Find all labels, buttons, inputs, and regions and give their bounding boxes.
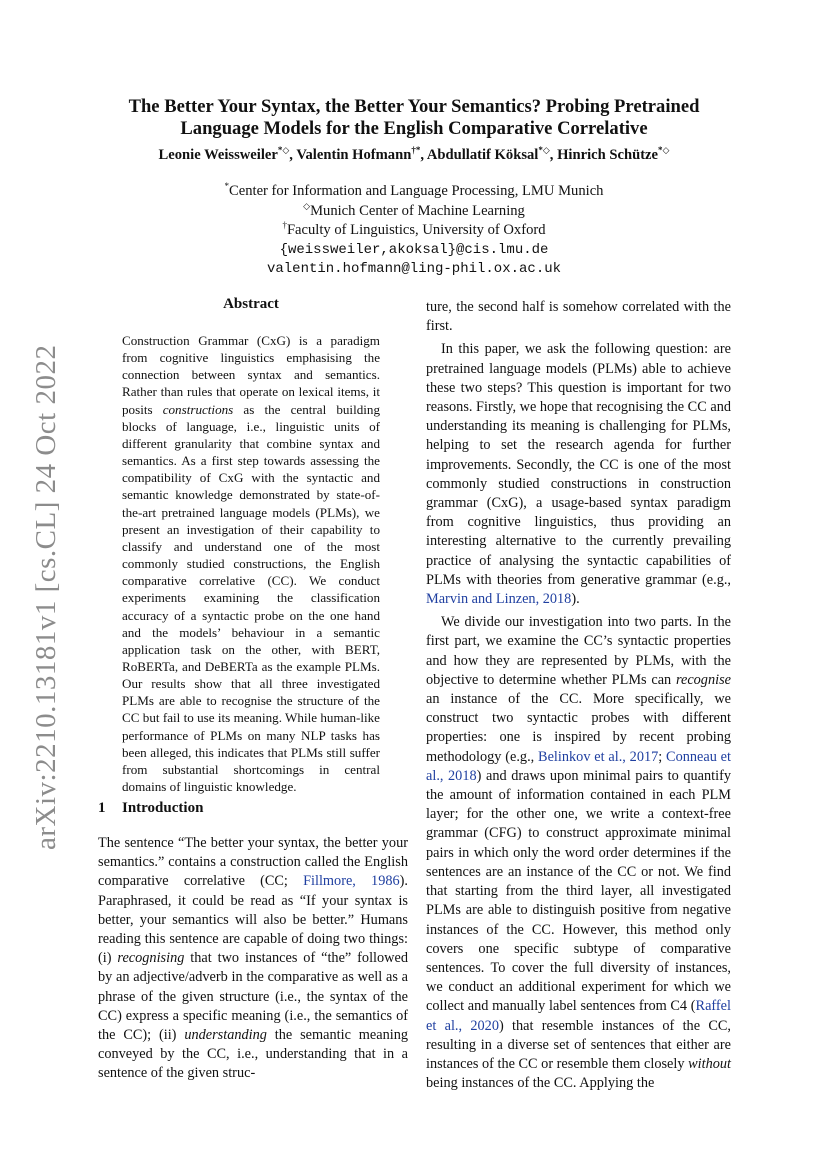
section-title: Introduction (122, 800, 204, 816)
affiliation-oxford: †Faculty of Linguistics, University of Oxford (282, 220, 546, 238)
arxiv-identifier: arXiv:2210.13181v1 [cs.CL] 24 Oct 2022 (30, 344, 62, 850)
author-affil-mark: †* (411, 145, 421, 156)
affiliations (90, 182, 738, 280)
email-lmu: {weissweiler,akoksal}@cis.lmu.de (279, 241, 549, 258)
right-column (426, 298, 731, 1097)
abstract-heading: Abstract (223, 296, 279, 312)
title-line-1: The Better Your Syntax, the Better Your Semantics? Probing Pretrained (128, 96, 700, 117)
section-heading-introduction (98, 800, 408, 817)
affiliation-mcml: ◇Munich Center of Machine Learning (303, 200, 525, 219)
author-list: Leonie Weissweiler*◇, Valentin Hofmann†*, Abdullatif Köksal*◇, Hinrich Schütze*◇ (158, 145, 670, 163)
author-name: Leonie Weissweiler (158, 147, 278, 163)
intro-paragraph-3: We divide our investigation into two parts. In the first part, we examine the CC’s syntactic properties and how they are represented by PLMs, with the objective to determine whether PLMs can recognise an instance of the CC. More specifically, we construct two syntactic probes with different properties: one is inspired by recent probing methodology (e.g., Belinkov et al., 2017; Conneau et al., 2018) and draws upon minimal pairs to quantify the amount of information contained in each PLM layer; for the other one, we write a context-free grammar (CFG) to construct approximate minimal pairs in which only the word order determines if the sentences are an instance of the CC or not. We find that starting from the third layer, all investigated PLMs are able to distinguish positive from negative instances of the CC. However, this method only covers one specific subtype of comparative sentences. To cover the full diversity of instances, we conduct an additional experiment for which we collect and manually label sentences from C4 (Raffel et al., 2020) that resemble instances of the CC, resulting in a diverse set of sentences that either are instances of the CC or resemble them closely without being instances of the CC. Applying the (426, 614, 731, 1092)
citation-link[interactable]: Raffel et al., 2020 (426, 998, 731, 1034)
citation-link[interactable]: Fillmore, 1986 (303, 873, 400, 890)
author-name: Valentin Hofmann (296, 147, 412, 163)
affiliation-lmu: *Center for Information and Language Processing, LMU Munich (224, 181, 604, 199)
email-oxford: valentin.hofmann@ling-phil.ox.ac.uk (266, 261, 562, 277)
intro-paragraph-1: The sentence “The better your syntax, the better your semantics.” contains a construction called the English comparative correlative (CC; Fillmore, 1986). Paraphrased, it could be read as “If your syntax is better, your semantics will also be better.” Humans reading this sentence are capable of doing two things: (i) recognising that two instances of “the” followed by an adjective/adverb in the comparative as well as a phrase of the given structure (i.e., the syntax of the CC) express a specific meaning (i.e., the semantics of the CC); (ii) understanding the semantic meaning conveyed by the CC, i.e., understanding that in a sentence of the given struc- (98, 835, 408, 1082)
title-line-2: Language Models for the English Comparative Correlative (180, 118, 648, 139)
author-affil-mark: *◇ (277, 145, 290, 156)
paper-title (90, 96, 738, 140)
intro-paragraph-2: In this paper, we ask the following question: are pretrained language models (PLMs) able to achieve these two steps? This question is important for two reasons. Firstly, we hope that recognising the CC and understanding its meaning is challenging for PLMs, helping to set the research agenda for further improvements. Secondly, the CC is one of the most commonly studied constructions in construction grammar (CxG), a usage-based syntax paradigm from cognitive linguistics, thus providing an interesting alternative to the currently prevailing practice of analysing the syntactic capabilities of PLMs with theories from generative grammar (e.g., Marvin and Linzen, 2018). (426, 341, 731, 608)
citation-link[interactable]: Conneau et al., 2018 (426, 748, 731, 784)
author-name: Hinrich Schütze (557, 147, 659, 163)
citation-link[interactable]: Belinkov et al., 2017 (538, 748, 659, 765)
section-number: 1 (98, 800, 106, 816)
citation-link[interactable]: Marvin and Linzen, 2018 (426, 591, 572, 608)
author-name: Abdullatif Köksal (426, 147, 539, 163)
abstract-body: Construction Grammar (CxG) is a paradigm from cognitive linguistics emphasising the connection between syntax and semantics. Rather than rules that operate on lexical items, it posits constructions as the central building blocks of language, i.e., linguistic units of different granularity that combine syntax and semantics. As a first step towards assessing the compatibility of CxG with the syntactic and semantic knowledge demonstrated by state-of-the-art pretrained language models (PLMs), we present an investigation of their capability to classify and understand one of the most commonly studied constructions, the English comparative correlative (CC). We conduct experiments examining the classification accuracy of a syntactic probe on the one hand and the models’ behaviour in a semantic application task on the other, with BERT, RoBERTa, and DeBERTa as the example PLMs. Our results show that all three investigated PLMs are able to recognise the structure of the CC but fail to use its meaning. While human-like performance of PLMs on many NLP tasks has been alleged, this indicates that PLMs still suffer from substantial shortcomings in central domains of linguistic knowledge. (122, 333, 380, 795)
paragraph-continuation: ture, the second half is somehow correlated with the first. (426, 299, 731, 335)
author-affil-mark: *◇ (538, 145, 550, 156)
author-affil-mark: *◇ (658, 145, 670, 156)
